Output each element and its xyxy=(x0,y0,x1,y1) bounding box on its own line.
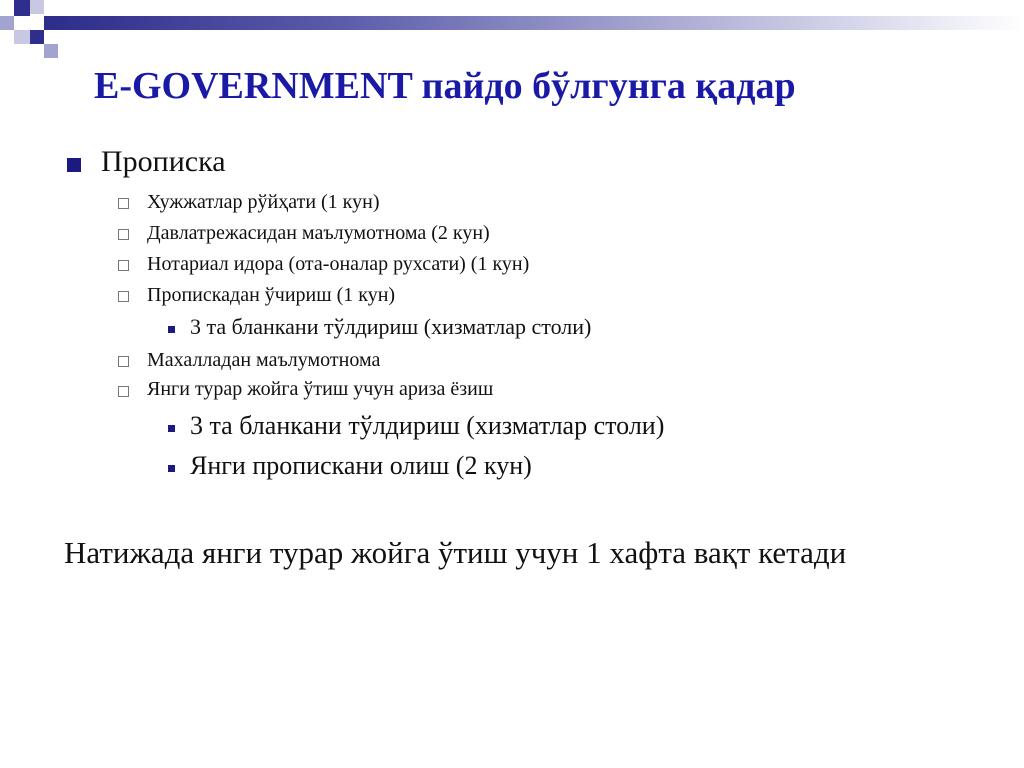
deco-square xyxy=(14,30,30,44)
hollow-square-bullet-icon xyxy=(118,198,129,209)
header-decoration xyxy=(0,0,1024,60)
deco-square xyxy=(0,16,14,30)
slide-title: E-GOVERNMENT пайдо бўлгунга қадар xyxy=(94,65,796,107)
list-item-label: Махалладан маълумотнома xyxy=(147,349,381,371)
square-bullet-icon xyxy=(168,465,175,472)
hollow-square-bullet-icon xyxy=(118,386,129,397)
hollow-square-bullet-icon xyxy=(118,229,129,240)
deco-square xyxy=(30,0,44,14)
deco-square xyxy=(44,16,58,30)
conclusion-text: Натижада янги турар жойга ўтиш учун 1 хафта вақт кетади xyxy=(64,535,847,570)
hollow-square-bullet-icon xyxy=(118,291,129,302)
deco-square xyxy=(14,0,30,16)
square-bullet-icon xyxy=(67,158,81,172)
deco-square xyxy=(44,44,58,58)
header-gradient-band xyxy=(58,16,1024,30)
main-bullet-label: Прописка xyxy=(101,145,226,178)
hollow-square-bullet-icon xyxy=(118,260,129,271)
square-bullet-icon xyxy=(168,326,175,333)
nested-item-label: 3 та бланкани тўлдириш (хизматлар столи) xyxy=(190,314,592,339)
square-bullet-icon xyxy=(168,425,175,432)
list-item-label: Янги турар жойга ўтиш учун ариза ёзиш xyxy=(147,378,494,400)
deco-square xyxy=(30,30,44,44)
list-item-label: Нотариал идора (ота-оналар рухсати) (1 кун) xyxy=(147,253,530,275)
list-item-label: Хужжатлар рўйҳати (1 кун) xyxy=(147,191,380,213)
list-item-label: Пропискадан ўчириш (1 кун) xyxy=(147,284,396,306)
nested-item-label: Янги пропискани олиш (2 кун) xyxy=(190,451,532,480)
nested-item-label: 3 та бланкани тўлдириш (хизматлар столи) xyxy=(190,411,665,440)
hollow-square-bullet-icon xyxy=(118,356,129,367)
list-item-label: Давлатрежасидан маълумотнома (2 кун) xyxy=(147,222,490,244)
